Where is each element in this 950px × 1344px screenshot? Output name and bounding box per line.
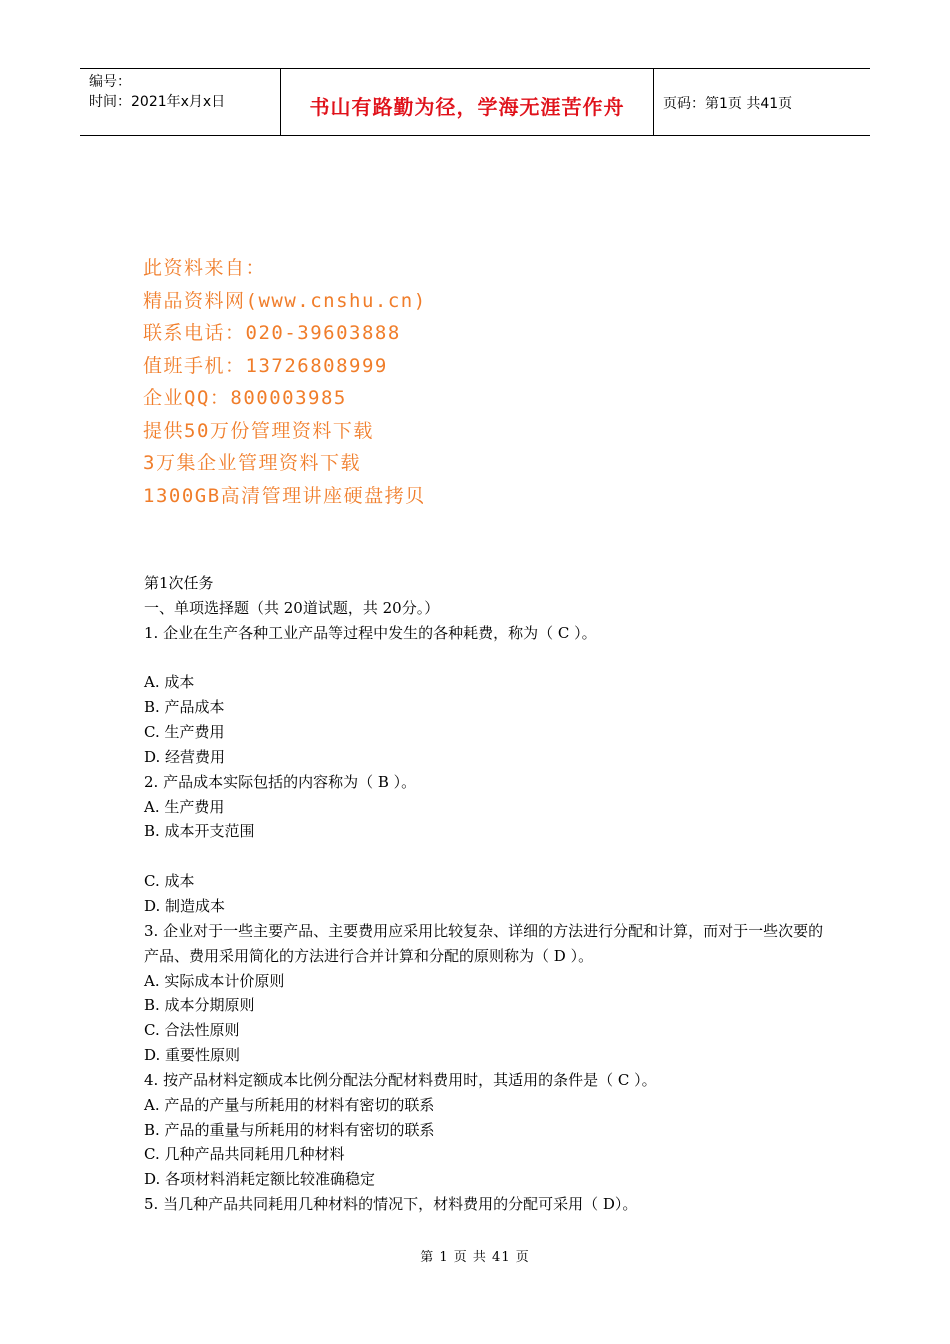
document-body [144, 571, 824, 1217]
page-header [80, 68, 870, 136]
q3-option: C. 合法性原则 [144, 1021, 240, 1040]
promo-line: 3万集企业管理资料下载 [143, 452, 361, 474]
header-left-cell [80, 69, 281, 135]
q2-option: B. 成本开支范围 [144, 822, 255, 841]
question-3: 3. 企业对于一些主要产品、主要费用应采用比较复杂、详细的方法进行分配和计算，而对于一些次要的产品、费用采用简化的方法进行合并计算和分配的原则称为（ D ）。 [144, 921, 824, 965]
document-number-label: 编号： [89, 74, 131, 90]
header-motto: 书山有路勤为径，学海无涯苦作舟 [309, 94, 625, 119]
q1-option: D. 经营费用 [144, 747, 226, 766]
section-title: 一、单项选择题（共 20道试题，共 20分。） [144, 598, 440, 617]
q4-option: B. 产品的重量与所耗用的材料有密切的联系 [144, 1120, 435, 1139]
q3-option: D. 重要性原则 [144, 1046, 241, 1065]
promo-line: 企业QQ：800003985 [143, 387, 347, 409]
promo-line: 值班手机：13726808999 [143, 354, 388, 377]
question-1: 1. 企业在生产各种工业产品等过程中发生的各种耗费，称为（ C ）。 [144, 623, 597, 642]
q1-option: A. 成本 [144, 673, 195, 692]
q1-option: C. 生产费用 [144, 723, 225, 742]
q2-option: C. 成本 [144, 872, 195, 891]
document-time-label: 时间：2021年x月x日 [89, 94, 226, 110]
header-page-label: 页码：第1页 共41页 [663, 96, 793, 112]
page-footer: 第 1 页 共 41 页 [420, 1250, 530, 1265]
q3-option: B. 成本分期原则 [144, 996, 255, 1015]
question-5: 5. 当几种产品共同耗用几种材料的情况下，材料费用的分配可采用（ D）。 [144, 1195, 638, 1214]
q2-option: A. 生产费用 [144, 797, 225, 816]
q1-option: B. 产品成本 [144, 698, 225, 717]
promo-line: 精品资料网(www.cnshu.cn) [143, 289, 427, 312]
task-title: 第1次任务 [144, 574, 214, 592]
promo-line: 提供50万份管理资料下载 [143, 419, 374, 442]
q4-option: D. 各项材料消耗定额比较准确稳定 [144, 1170, 376, 1189]
promo-block [143, 252, 427, 512]
header-right-cell [654, 69, 870, 135]
q4-option: C. 几种产品共同耗用几种材料 [144, 1145, 345, 1164]
promo-line: 此资料来自： [143, 257, 267, 279]
q2-option: D. 制造成本 [144, 896, 226, 915]
promo-line: 1300GB高清管理讲座硬盘拷贝 [143, 484, 426, 507]
question-4: 4. 按产品材料定额成本比例分配法分配材料费用时，其适用的条件是（ C ）。 [144, 1070, 657, 1089]
q3-option: A. 实际成本计价原则 [144, 971, 285, 990]
blank-line [144, 844, 824, 869]
q4-option: A. 产品的产量与所耗用的材料有密切的联系 [144, 1095, 435, 1114]
question-2: 2. 产品成本实际包括的内容称为（ B ）。 [144, 772, 417, 791]
header-middle-cell [281, 69, 654, 135]
blank-line [144, 646, 824, 671]
promo-line: 联系电话：020-39603888 [143, 322, 401, 344]
